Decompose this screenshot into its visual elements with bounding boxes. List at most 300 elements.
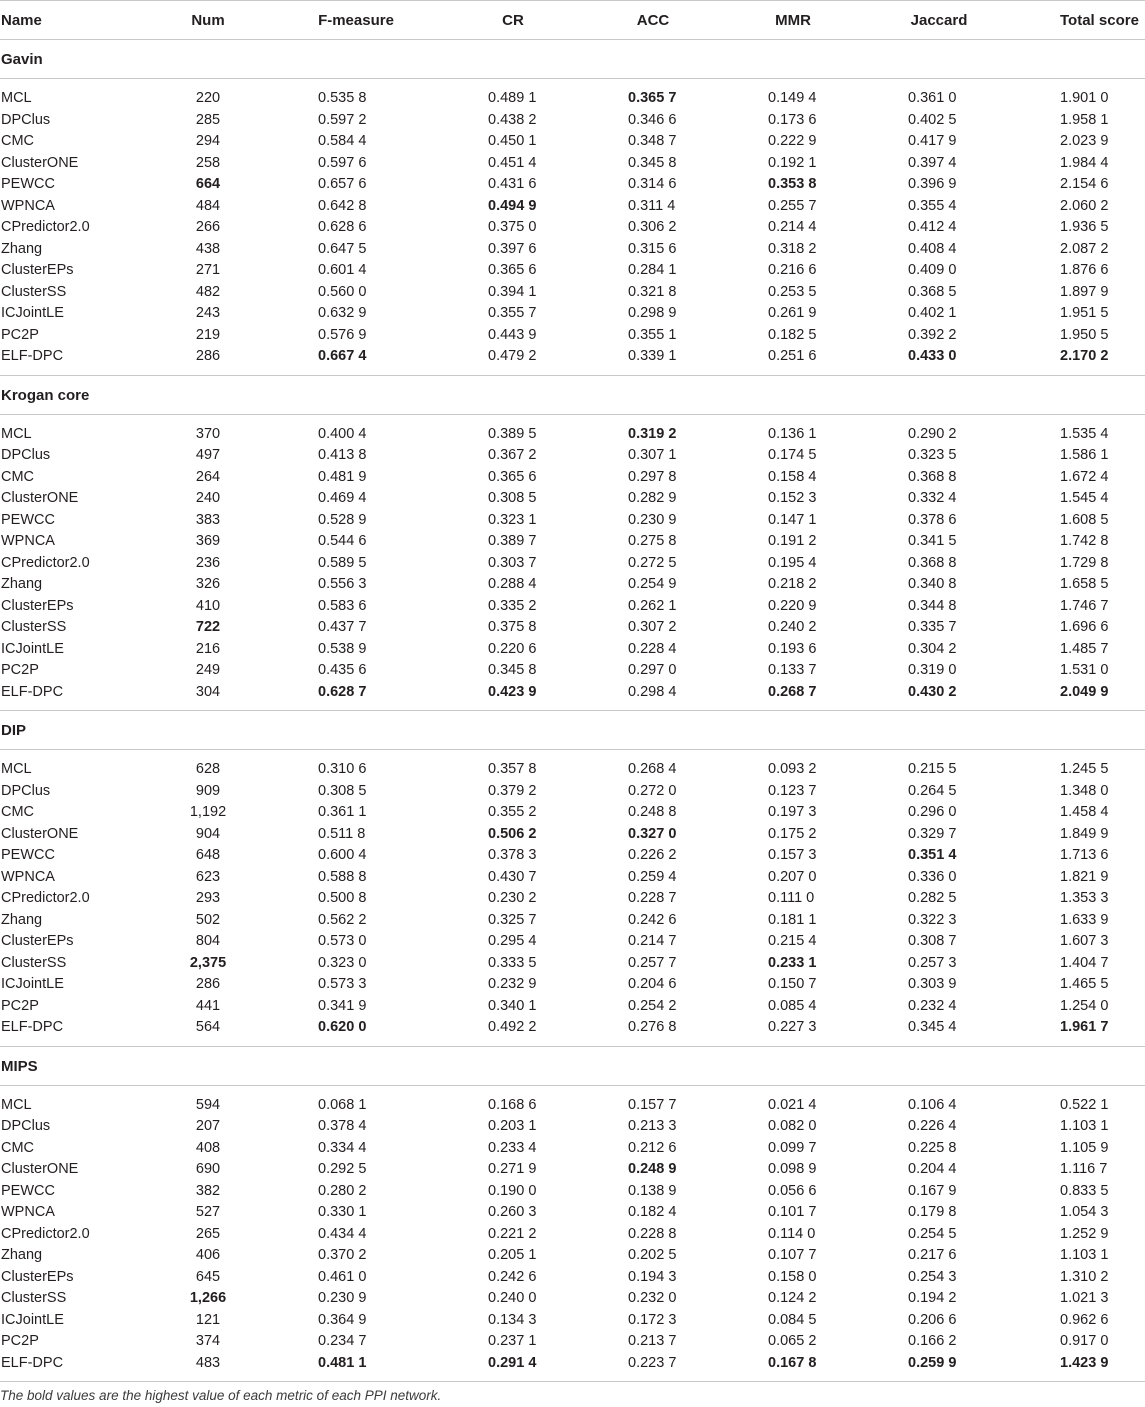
- cell-cr: 0.237 1: [488, 1333, 537, 1349]
- cell-total-score: 1.897 9: [1060, 283, 1109, 300]
- cell-jaccard: 0.335 7: [908, 619, 957, 635]
- cell-total-score: 1.021 3: [1060, 1290, 1109, 1306]
- table-row: [0, 1095, 1145, 1117]
- cell-mmr: 0.093 2: [768, 761, 817, 777]
- cell-f-measure: 0.461 0: [318, 1268, 367, 1285]
- cell-mmr: 0.107 7: [768, 1247, 817, 1263]
- section-header-row: [0, 40, 1145, 79]
- cell-f-measure: 0.378 4: [318, 1118, 367, 1134]
- cell-name: ClusterSS: [1, 954, 67, 971]
- column-header-jaccard: Jaccard: [910, 12, 968, 29]
- cell-total-score: 1.876 6: [1060, 262, 1109, 278]
- cell-num: 258: [195, 154, 221, 171]
- cell-acc: 0.346 6: [628, 111, 677, 128]
- cell-num: 594: [195, 1096, 221, 1113]
- table-row: [0, 888, 1145, 910]
- cell-num: 406: [195, 1247, 221, 1263]
- cell-f-measure: 0.584 4: [318, 133, 367, 149]
- cell-f-measure: 0.528 9: [318, 511, 367, 528]
- cell-acc: 0.213 3: [628, 1118, 677, 1134]
- cell-jaccard: 0.166 2: [908, 1333, 957, 1349]
- table-row: [0, 617, 1145, 639]
- table-row: [0, 1288, 1145, 1310]
- cell-name: PC2P: [1, 997, 39, 1014]
- cell-cr: 0.389 7: [488, 533, 537, 549]
- cell-cr: 0.240 0: [488, 1290, 537, 1306]
- table-row: [0, 1202, 1145, 1224]
- table-row: [0, 996, 1145, 1018]
- table-row: [0, 974, 1145, 996]
- cell-jaccard: 0.322 3: [908, 911, 957, 928]
- cell-jaccard: 0.402 1: [908, 305, 957, 321]
- cell-total-score: 0.917 0: [1060, 1333, 1109, 1349]
- cell-name: ClusterSS: [1, 1290, 67, 1306]
- cell-f-measure: 0.556 3: [318, 576, 367, 592]
- cell-name: CMC: [1, 804, 35, 820]
- cell-acc: 0.254 9: [628, 576, 677, 592]
- table-row: [0, 596, 1145, 618]
- cell-name: Zhang: [1, 1247, 43, 1263]
- cell-acc: 0.212 6: [628, 1139, 677, 1156]
- cell-num: 121: [195, 1311, 221, 1328]
- cell-acc: 0.228 7: [628, 890, 677, 906]
- cell-cr: 0.325 7: [488, 911, 537, 928]
- cell-acc: 0.248 9: [628, 1161, 677, 1177]
- cell-jaccard: 0.167 9: [908, 1182, 957, 1199]
- cell-mmr: 0.173 6: [768, 111, 817, 128]
- cell-num: 249: [195, 662, 221, 678]
- cell-num: 216: [195, 640, 221, 657]
- cell-f-measure: 0.562 2: [318, 911, 367, 928]
- cell-name: DPClus: [1, 782, 51, 799]
- table-row: [0, 153, 1145, 175]
- cell-acc: 0.214 7: [628, 933, 677, 949]
- cell-cr: 0.230 2: [488, 890, 537, 906]
- table-row: [0, 553, 1145, 575]
- cell-mmr: 0.191 2: [768, 533, 817, 549]
- cell-cr: 0.190 0: [488, 1182, 537, 1199]
- table-row: [0, 110, 1145, 132]
- section-header-row: [0, 711, 1145, 750]
- cell-cr: 0.492 2: [488, 1019, 537, 1035]
- cell-acc: 0.275 8: [628, 533, 677, 549]
- cell-jaccard: 0.323 5: [908, 447, 957, 463]
- cell-total-score: 1.984 4: [1060, 154, 1109, 171]
- cell-name: Zhang: [1, 911, 43, 928]
- cell-acc: 0.272 5: [628, 554, 677, 571]
- cell-acc: 0.228 4: [628, 640, 677, 657]
- cell-total-score: 2.060 2: [1060, 197, 1109, 214]
- cell-f-measure: 0.434 4: [318, 1225, 367, 1242]
- table-row: [0, 931, 1145, 953]
- cell-name: ClusterEPs: [1, 1268, 74, 1285]
- cell-total-score: 1.485 7: [1060, 640, 1109, 657]
- cell-total-score: 1.958 1: [1060, 111, 1109, 128]
- cell-name: MCL: [1, 425, 32, 442]
- cell-name: WPNCA: [1, 197, 55, 214]
- cell-mmr: 0.240 2: [768, 619, 817, 635]
- cell-total-score: 1.105 9: [1060, 1139, 1109, 1156]
- cell-num: 484: [195, 197, 221, 214]
- table-row: [0, 867, 1145, 889]
- cell-acc: 0.345 8: [628, 154, 677, 171]
- cell-name: DPClus: [1, 111, 51, 128]
- cell-cr: 0.378 3: [488, 847, 537, 863]
- cell-mmr: 0.251 6: [768, 348, 817, 364]
- cell-cr: 0.389 5: [488, 425, 537, 442]
- cell-cr: 0.431 6: [488, 176, 537, 192]
- cell-total-score: 1.103 1: [1060, 1247, 1109, 1263]
- cell-cr: 0.430 7: [488, 868, 537, 885]
- cell-num: 645: [195, 1268, 221, 1285]
- table-row: [0, 239, 1145, 261]
- cell-num: 236: [195, 554, 221, 571]
- cell-name: ELF-DPC: [1, 1019, 64, 1035]
- cell-total-score: 2.049 9: [1060, 683, 1109, 700]
- table-row: [0, 196, 1145, 218]
- cell-acc: 0.228 8: [628, 1225, 677, 1242]
- cell-name: ClusterSS: [1, 283, 67, 300]
- cell-total-score: 1.607 3: [1060, 933, 1109, 949]
- cell-mmr: 0.167 8: [768, 1354, 817, 1371]
- cell-cr: 0.451 4: [488, 154, 537, 171]
- table-row: [0, 1017, 1145, 1039]
- table-row: [0, 217, 1145, 239]
- table-row: [0, 781, 1145, 803]
- cell-cr: 0.375 0: [488, 219, 537, 235]
- cell-name: WPNCA: [1, 533, 55, 549]
- table-row: [0, 303, 1145, 325]
- cell-cr: 0.271 9: [488, 1161, 537, 1177]
- cell-f-measure: 0.330 1: [318, 1204, 367, 1220]
- cell-num: 628: [195, 761, 221, 777]
- cell-name: CPredictor2.0: [1, 554, 90, 571]
- cell-acc: 0.282 9: [628, 490, 677, 506]
- table-row: [0, 131, 1145, 153]
- cell-name: ICJointLE: [1, 640, 64, 657]
- cell-num: 690: [195, 1161, 221, 1177]
- cell-name: ClusterONE: [1, 154, 79, 171]
- cell-name: PEWCC: [1, 847, 55, 863]
- column-header-num: Num: [191, 12, 225, 29]
- cell-cr: 0.221 2: [488, 1225, 537, 1242]
- cell-mmr: 0.218 2: [768, 576, 817, 592]
- cell-jaccard: 0.217 6: [908, 1247, 957, 1263]
- cell-name: ICJointLE: [1, 1311, 64, 1328]
- cell-f-measure: 0.573 0: [318, 933, 367, 949]
- cell-total-score: 0.833 5: [1060, 1182, 1109, 1199]
- cell-acc: 0.230 9: [628, 511, 677, 528]
- cell-cr: 0.357 8: [488, 761, 537, 777]
- cell-f-measure: 0.589 5: [318, 554, 367, 571]
- cell-num: 722: [195, 619, 221, 635]
- cell-mmr: 0.175 2: [768, 825, 817, 842]
- cell-total-score: 0.962 6: [1060, 1311, 1109, 1328]
- cell-acc: 0.307 1: [628, 447, 677, 463]
- cell-num: 271: [195, 262, 221, 278]
- section-divider: [0, 1374, 1145, 1382]
- cell-name: PC2P: [1, 326, 39, 343]
- cell-num: 502: [195, 911, 221, 928]
- cell-jaccard: 0.368 5: [908, 283, 957, 300]
- cell-name: PEWCC: [1, 1182, 55, 1199]
- cell-mmr: 0.085 4: [768, 997, 817, 1014]
- cell-mmr: 0.152 3: [768, 490, 817, 506]
- cell-f-measure: 0.341 9: [318, 997, 367, 1014]
- cell-acc: 0.172 3: [628, 1311, 677, 1328]
- cell-mmr: 0.207 0: [768, 868, 817, 885]
- cell-f-measure: 0.642 8: [318, 197, 367, 214]
- table-row: [0, 1353, 1145, 1375]
- cell-total-score: 1.729 8: [1060, 554, 1109, 571]
- cell-jaccard: 0.412 4: [908, 219, 957, 235]
- cell-acc: 0.307 2: [628, 619, 677, 635]
- cell-name: MCL: [1, 761, 32, 777]
- table-body: [0, 40, 1145, 1382]
- table-row: [0, 1310, 1145, 1332]
- cell-name: CPredictor2.0: [1, 219, 90, 235]
- cell-f-measure: 0.601 4: [318, 262, 367, 278]
- cell-mmr: 0.182 5: [768, 326, 817, 343]
- table-row: [0, 1181, 1145, 1203]
- cell-mmr: 0.124 2: [768, 1290, 817, 1306]
- table-footnote: The bold values are the highest value of each metric of each PPI network.: [0, 1388, 442, 1403]
- cell-num: 909: [195, 782, 221, 799]
- cell-cr: 0.489 1: [488, 90, 537, 106]
- cell-mmr: 0.056 6: [768, 1182, 817, 1199]
- cell-name: DPClus: [1, 447, 51, 463]
- cell-total-score: 1.586 1: [1060, 447, 1109, 463]
- cell-acc: 0.297 8: [628, 468, 677, 485]
- cell-total-score: 1.252 9: [1060, 1225, 1109, 1242]
- cell-cr: 0.397 6: [488, 240, 537, 257]
- column-header-f-measure: F-measure: [318, 12, 394, 29]
- cell-name: ClusterSS: [1, 619, 67, 635]
- cell-jaccard: 0.204 4: [908, 1161, 957, 1177]
- cell-cr: 0.438 2: [488, 111, 537, 128]
- cell-acc: 0.365 7: [628, 90, 677, 106]
- cell-acc: 0.297 0: [628, 662, 677, 678]
- cell-num: 564: [195, 1019, 221, 1035]
- cell-total-score: 1.310 2: [1060, 1268, 1109, 1285]
- cell-cr: 0.288 4: [488, 576, 537, 592]
- cell-acc: 0.298 4: [628, 683, 677, 700]
- table-row: [0, 531, 1145, 553]
- cell-cr: 0.232 9: [488, 976, 537, 992]
- cell-acc: 0.242 6: [628, 911, 677, 928]
- cell-acc: 0.298 9: [628, 305, 677, 321]
- cell-total-score: 1.821 9: [1060, 868, 1109, 885]
- cell-acc: 0.138 9: [628, 1182, 677, 1199]
- cell-mmr: 0.215 4: [768, 933, 817, 949]
- cell-f-measure: 0.628 7: [318, 683, 367, 700]
- cell-cr: 0.375 8: [488, 619, 537, 635]
- cell-f-measure: 0.370 2: [318, 1247, 367, 1263]
- table-row: [0, 488, 1145, 510]
- cell-jaccard: 0.225 8: [908, 1139, 957, 1156]
- cell-acc: 0.182 4: [628, 1204, 677, 1220]
- cell-cr: 0.494 9: [488, 197, 537, 214]
- cell-mmr: 0.098 9: [768, 1161, 817, 1177]
- cell-name: DPClus: [1, 1118, 51, 1134]
- cell-cr: 0.367 2: [488, 447, 537, 463]
- cell-total-score: 1.713 6: [1060, 847, 1109, 863]
- cell-jaccard: 0.304 2: [908, 640, 957, 657]
- cell-num: 220: [195, 90, 221, 106]
- section-spacer: [0, 415, 1145, 424]
- cell-total-score: 1.658 5: [1060, 576, 1109, 592]
- cell-f-measure: 0.323 0: [318, 954, 367, 971]
- cell-num: 482: [195, 283, 221, 300]
- cell-acc: 0.355 1: [628, 326, 677, 343]
- cell-num: 374: [195, 1333, 221, 1349]
- cell-name: ELF-DPC: [1, 683, 64, 700]
- section-header-row: [0, 1047, 1145, 1086]
- cell-mmr: 0.157 3: [768, 847, 817, 863]
- cell-f-measure: 0.538 9: [318, 640, 367, 657]
- cell-jaccard: 0.361 0: [908, 90, 957, 106]
- cell-cr: 0.450 1: [488, 133, 537, 149]
- cell-name: CMC: [1, 1139, 35, 1156]
- cell-jaccard: 0.433 0: [908, 348, 957, 364]
- cell-jaccard: 0.194 2: [908, 1290, 957, 1306]
- table-row: [0, 325, 1145, 347]
- cell-name: CPredictor2.0: [1, 1225, 90, 1242]
- cell-mmr: 0.114 0: [768, 1225, 816, 1242]
- cell-f-measure: 0.632 9: [318, 305, 367, 321]
- cell-cr: 0.423 9: [488, 683, 537, 700]
- section-spacer: [0, 750, 1145, 759]
- cell-num: 266: [195, 219, 221, 235]
- cell-f-measure: 0.628 6: [318, 219, 367, 235]
- cell-mmr: 0.222 9: [768, 133, 817, 149]
- cell-mmr: 0.318 2: [768, 240, 817, 257]
- cell-jaccard: 0.336 0: [908, 868, 957, 885]
- cell-cr: 0.479 2: [488, 348, 537, 364]
- cell-num: 382: [195, 1182, 221, 1199]
- cell-num: 441: [195, 997, 221, 1014]
- cell-name: ClusterONE: [1, 825, 79, 842]
- table-row: [0, 1267, 1145, 1289]
- cell-total-score: 1.951 5: [1060, 305, 1109, 321]
- cell-mmr: 0.261 9: [768, 305, 817, 321]
- cell-cr: 0.303 7: [488, 554, 537, 571]
- cell-jaccard: 0.368 8: [908, 554, 957, 571]
- cell-total-score: 2.087 2: [1060, 240, 1109, 257]
- cell-name: ELF-DPC: [1, 348, 64, 364]
- cell-cr: 0.379 2: [488, 782, 537, 799]
- cell-acc: 0.157 7: [628, 1096, 677, 1113]
- cell-name: PEWCC: [1, 511, 55, 528]
- cell-total-score: 0.522 1: [1060, 1096, 1109, 1113]
- cell-mmr: 0.197 3: [768, 804, 817, 820]
- cell-mmr: 0.084 5: [768, 1311, 817, 1328]
- cell-mmr: 0.099 7: [768, 1139, 817, 1156]
- cell-jaccard: 0.232 4: [908, 997, 957, 1014]
- cell-num: 2,375: [189, 954, 227, 971]
- cell-jaccard: 0.206 6: [908, 1311, 957, 1328]
- cell-f-measure: 0.588 8: [318, 868, 367, 885]
- cell-cr: 0.220 6: [488, 640, 537, 657]
- cell-num: 240: [195, 490, 221, 506]
- cell-f-measure: 0.544 6: [318, 533, 367, 549]
- cell-f-measure: 0.657 6: [318, 176, 367, 192]
- cell-mmr: 0.193 6: [768, 640, 817, 657]
- cell-mmr: 0.021 4: [768, 1096, 817, 1113]
- section-title: DIP: [1, 722, 27, 739]
- cell-name: WPNCA: [1, 868, 55, 885]
- cell-f-measure: 0.280 2: [318, 1182, 367, 1199]
- cell-num: 527: [195, 1204, 221, 1220]
- cell-acc: 0.315 6: [628, 240, 677, 257]
- cell-num: 497: [195, 447, 221, 463]
- cell-mmr: 0.195 4: [768, 554, 817, 571]
- cell-mmr: 0.181 1: [768, 911, 817, 928]
- cell-name: PC2P: [1, 662, 39, 678]
- cell-jaccard: 0.392 2: [908, 326, 957, 343]
- cell-num: 408: [195, 1139, 221, 1156]
- cell-mmr: 0.133 7: [768, 662, 817, 678]
- cell-jaccard: 0.378 6: [908, 511, 957, 528]
- cell-total-score: 1.545 4: [1060, 490, 1109, 506]
- cell-num: 369: [195, 533, 221, 549]
- cell-f-measure: 0.292 5: [318, 1161, 367, 1177]
- cell-mmr: 0.216 6: [768, 262, 817, 278]
- cell-f-measure: 0.576 9: [318, 326, 367, 343]
- cell-total-score: 1.054 3: [1060, 1204, 1109, 1220]
- cell-total-score: 1.961 7: [1060, 1019, 1109, 1035]
- table-row: [0, 88, 1145, 110]
- cell-acc: 0.202 5: [628, 1247, 677, 1263]
- cell-f-measure: 0.413 8: [318, 447, 367, 463]
- cell-acc: 0.204 6: [628, 976, 677, 992]
- cell-name: Zhang: [1, 576, 43, 592]
- cell-num: 207: [195, 1118, 221, 1134]
- cell-cr: 0.203 1: [488, 1118, 537, 1134]
- cell-total-score: 1.696 6: [1060, 619, 1109, 635]
- cell-f-measure: 0.597 6: [318, 154, 367, 171]
- cell-jaccard: 0.340 8: [908, 576, 957, 592]
- cell-acc: 0.268 4: [628, 761, 677, 777]
- cell-cr: 0.134 3: [488, 1311, 537, 1328]
- table-row: [0, 445, 1145, 467]
- cell-f-measure: 0.481 1: [318, 1354, 367, 1371]
- cell-f-measure: 0.234 7: [318, 1333, 367, 1349]
- cell-num: 1,192: [189, 804, 227, 820]
- cell-mmr: 0.268 7: [768, 683, 817, 700]
- cell-f-measure: 0.511 8: [318, 825, 366, 842]
- cell-total-score: 1.423 9: [1060, 1354, 1109, 1371]
- cell-num: 219: [195, 326, 221, 343]
- cell-name: ICJointLE: [1, 976, 64, 992]
- cell-f-measure: 0.469 4: [318, 490, 367, 506]
- cell-f-measure: 0.481 9: [318, 468, 367, 485]
- cell-mmr: 0.065 2: [768, 1333, 817, 1349]
- cell-f-measure: 0.364 9: [318, 1311, 367, 1328]
- cell-acc: 0.248 8: [628, 804, 677, 820]
- cell-num: 648: [195, 847, 221, 863]
- table-row: [0, 1245, 1145, 1267]
- cell-jaccard: 0.106 4: [908, 1096, 957, 1113]
- cell-jaccard: 0.344 8: [908, 597, 957, 614]
- cell-acc: 0.262 1: [628, 597, 677, 614]
- table-row: [0, 174, 1145, 196]
- section-divider: [0, 368, 1145, 376]
- cell-f-measure: 0.620 0: [318, 1019, 367, 1035]
- cell-cr: 0.443 9: [488, 326, 537, 343]
- cell-mmr: 0.192 1: [768, 154, 817, 171]
- cell-cr: 0.355 7: [488, 305, 537, 321]
